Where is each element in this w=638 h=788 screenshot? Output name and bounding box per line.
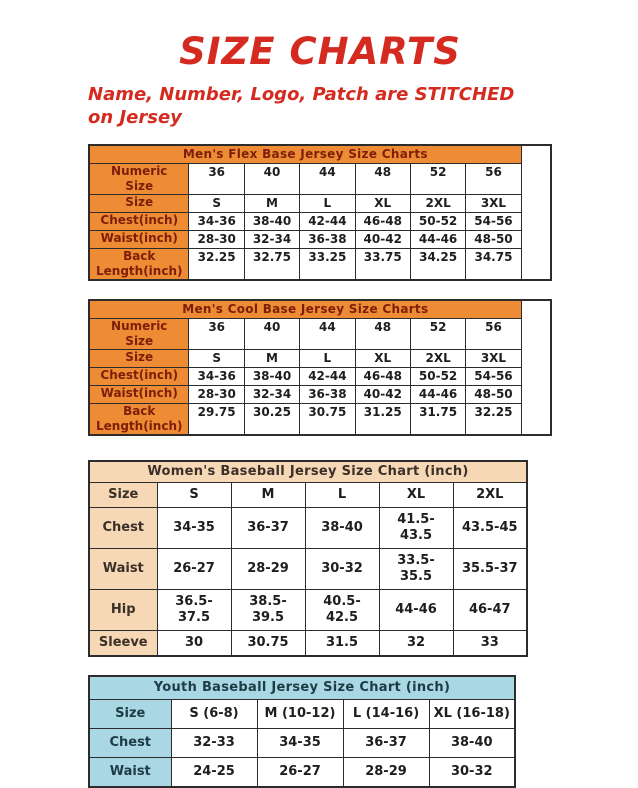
row-label: Back Length(inch)	[89, 249, 189, 281]
row-label: Numeric Size	[89, 164, 189, 195]
size-value-cell: 33	[453, 631, 527, 657]
size-value-cell: 48	[355, 164, 410, 195]
table-row	[89, 350, 551, 368]
size-value-cell: 35.5-37	[453, 549, 527, 590]
size-value-cell: 34-36	[189, 368, 244, 386]
table-title-row	[89, 145, 551, 164]
table-row	[89, 213, 551, 231]
mens-flex-base-jersey-size-chart-title: Men's Flex Base Jersey Size Charts	[89, 145, 521, 164]
size-value-cell: 31.25	[355, 404, 410, 436]
size-value-cell: 36-37	[343, 729, 429, 758]
size-value-cell: 40-42	[355, 386, 410, 404]
size-value-cell: 30.75	[300, 404, 355, 436]
row-label: Sleeve	[89, 631, 157, 657]
size-value-cell: 2XL	[410, 350, 465, 368]
size-value-cell: 34.75	[466, 249, 521, 281]
size-value-cell: 36.5-37.5	[157, 590, 231, 631]
table-row	[89, 508, 527, 549]
row-label: Size	[89, 700, 171, 729]
size-value-cell: 36-37	[231, 508, 305, 549]
size-value-cell: 34-35	[257, 729, 343, 758]
size-value-cell: 34.25	[410, 249, 465, 281]
size-value-cell: 38-40	[244, 213, 299, 231]
womens-baseball-jersey-section	[88, 460, 552, 657]
size-value-cell: 44	[300, 319, 355, 350]
table-row	[89, 231, 551, 249]
row-label: Waist	[89, 758, 171, 788]
size-value-cell: 42-44	[300, 368, 355, 386]
size-value-cell: 28-29	[343, 758, 429, 788]
youth-baseball-jersey-size-chart-title: Youth Baseball Jersey Size Chart (inch)	[89, 676, 515, 700]
size-value-cell: 2XL	[410, 195, 465, 213]
size-value-cell: 28-29	[231, 549, 305, 590]
size-value-cell: 32	[379, 631, 453, 657]
table-row	[89, 590, 527, 631]
size-value-cell: 34-35	[157, 508, 231, 549]
row-label: Chest(inch)	[89, 213, 189, 231]
row-label: Waist(inch)	[89, 231, 189, 249]
table-title-row	[89, 461, 527, 483]
size-value-cell: 48-50	[466, 231, 521, 249]
size-value-cell: 40	[244, 164, 299, 195]
size-value-cell: 32-33	[171, 729, 257, 758]
size-value-cell: 52	[410, 319, 465, 350]
table-row	[89, 386, 551, 404]
size-value-cell: S	[189, 195, 244, 213]
size-value-cell: 40-42	[355, 231, 410, 249]
size-value-cell: 33.25	[300, 249, 355, 281]
size-value-cell: 26-27	[157, 549, 231, 590]
row-label: Chest	[89, 729, 171, 758]
size-value-cell: 44	[300, 164, 355, 195]
table-row	[89, 700, 515, 729]
page-subtitle: Name, Number, Logo, Patch are STITCHED on Jersey	[88, 84, 515, 128]
size-value-cell: 34-36	[189, 213, 244, 231]
size-value-cell: 28-30	[189, 231, 244, 249]
size-value-cell: 43.5-45	[453, 508, 527, 549]
mens-flex-base-jersey-table	[88, 144, 552, 281]
size-value-cell: 3XL	[466, 195, 521, 213]
size-value-cell: 46-47	[453, 590, 527, 631]
size-value-cell: 2XL	[453, 483, 527, 508]
size-value-cell: 46-48	[355, 213, 410, 231]
size-value-cell: 38.5-39.5	[231, 590, 305, 631]
size-value-cell: L	[305, 483, 379, 508]
row-label: Size	[89, 195, 189, 213]
table-title-row	[89, 300, 551, 319]
table-row	[89, 758, 515, 788]
size-value-cell: 36-38	[300, 386, 355, 404]
size-value-cell: L	[300, 195, 355, 213]
page-title: SIZE CHARTS	[179, 30, 461, 73]
size-value-cell: 50-52	[410, 368, 465, 386]
size-value-cell: 32-34	[244, 231, 299, 249]
size-value-cell: 32-34	[244, 386, 299, 404]
size-value-cell: XL	[379, 483, 453, 508]
size-value-cell: 33.75	[355, 249, 410, 281]
size-value-cell: 32.75	[244, 249, 299, 281]
size-value-cell: 30-32	[305, 549, 379, 590]
size-value-cell: 31.75	[410, 404, 465, 436]
size-value-cell: 52	[410, 164, 465, 195]
size-value-cell: S (6-8)	[171, 700, 257, 729]
row-label: Hip	[89, 590, 157, 631]
size-value-cell: S	[157, 483, 231, 508]
size-value-cell: 56	[466, 164, 521, 195]
size-value-cell: 36	[189, 164, 244, 195]
size-value-cell: 32.25	[189, 249, 244, 281]
size-value-cell: 29.75	[189, 404, 244, 436]
size-value-cell: 48	[355, 319, 410, 350]
table-row	[89, 195, 551, 213]
size-value-cell: XL (16-18)	[429, 700, 515, 729]
size-value-cell: 30-32	[429, 758, 515, 788]
size-value-cell: 28-30	[189, 386, 244, 404]
size-value-cell: 38-40	[244, 368, 299, 386]
table-row	[89, 631, 527, 657]
youth-baseball-jersey-table	[88, 675, 516, 788]
mens-cool-base-jersey-size-chart-title: Men's Cool Base Jersey Size Charts	[89, 300, 521, 319]
row-label: Chest(inch)	[89, 368, 189, 386]
size-value-cell: M	[244, 195, 299, 213]
row-label: Size	[89, 483, 157, 508]
content-area	[88, 30, 552, 788]
size-value-cell: L (14-16)	[343, 700, 429, 729]
womens-baseball-jersey-table	[88, 460, 528, 657]
size-value-cell: 30.75	[231, 631, 305, 657]
row-label: Numeric Size	[89, 319, 189, 350]
size-value-cell: 54-56	[466, 213, 521, 231]
size-value-cell: 30	[157, 631, 231, 657]
table-row	[89, 319, 551, 350]
size-value-cell: 30.25	[244, 404, 299, 436]
size-value-cell: 26-27	[257, 758, 343, 788]
youth-baseball-jersey-section	[88, 675, 552, 788]
table-row	[89, 404, 551, 436]
size-value-cell: 31.5	[305, 631, 379, 657]
size-value-cell: 46-48	[355, 368, 410, 386]
size-value-cell: 41.5-43.5	[379, 508, 453, 549]
size-value-cell: 40.5-42.5	[305, 590, 379, 631]
size-value-cell: XL	[355, 350, 410, 368]
size-value-cell: 36-38	[300, 231, 355, 249]
mens-cool-base-jersey-section	[88, 299, 552, 436]
row-label: Waist	[89, 549, 157, 590]
size-value-cell: 44-46	[410, 386, 465, 404]
size-value-cell: 3XL	[466, 350, 521, 368]
size-value-cell: M	[231, 483, 305, 508]
size-value-cell: M	[244, 350, 299, 368]
size-value-cell: 54-56	[466, 368, 521, 386]
mens-cool-base-jersey-table	[88, 299, 552, 436]
size-value-cell: 56	[466, 319, 521, 350]
table-row	[89, 549, 527, 590]
size-value-cell: 50-52	[410, 213, 465, 231]
size-value-cell: L	[300, 350, 355, 368]
table-row	[89, 164, 551, 195]
empty-end-column	[521, 300, 551, 435]
size-value-cell: XL	[355, 195, 410, 213]
size-value-cell: 24-25	[171, 758, 257, 788]
size-value-cell: M (10-12)	[257, 700, 343, 729]
size-value-cell: 44-46	[379, 590, 453, 631]
size-value-cell: 33.5-35.5	[379, 549, 453, 590]
row-label: Waist(inch)	[89, 386, 189, 404]
womens-baseball-jersey-size-chart-title: Women's Baseball Jersey Size Chart (inch)	[89, 461, 527, 483]
size-value-cell: S	[189, 350, 244, 368]
table-title-row	[89, 676, 515, 700]
table-row	[89, 729, 515, 758]
size-value-cell: 36	[189, 319, 244, 350]
row-label: Chest	[89, 508, 157, 549]
size-value-cell: 48-50	[466, 386, 521, 404]
size-value-cell: 42-44	[300, 213, 355, 231]
row-label: Size	[89, 350, 189, 368]
size-value-cell: 38-40	[305, 508, 379, 549]
mens-flex-base-jersey-section	[88, 144, 552, 281]
table-row	[89, 483, 527, 508]
empty-end-column	[521, 145, 551, 280]
row-label: Back Length(inch)	[89, 404, 189, 436]
table-row	[89, 368, 551, 386]
size-value-cell: 32.25	[466, 404, 521, 436]
size-value-cell: 40	[244, 319, 299, 350]
table-row	[89, 249, 551, 281]
size-value-cell: 44-46	[410, 231, 465, 249]
size-value-cell: 38-40	[429, 729, 515, 758]
